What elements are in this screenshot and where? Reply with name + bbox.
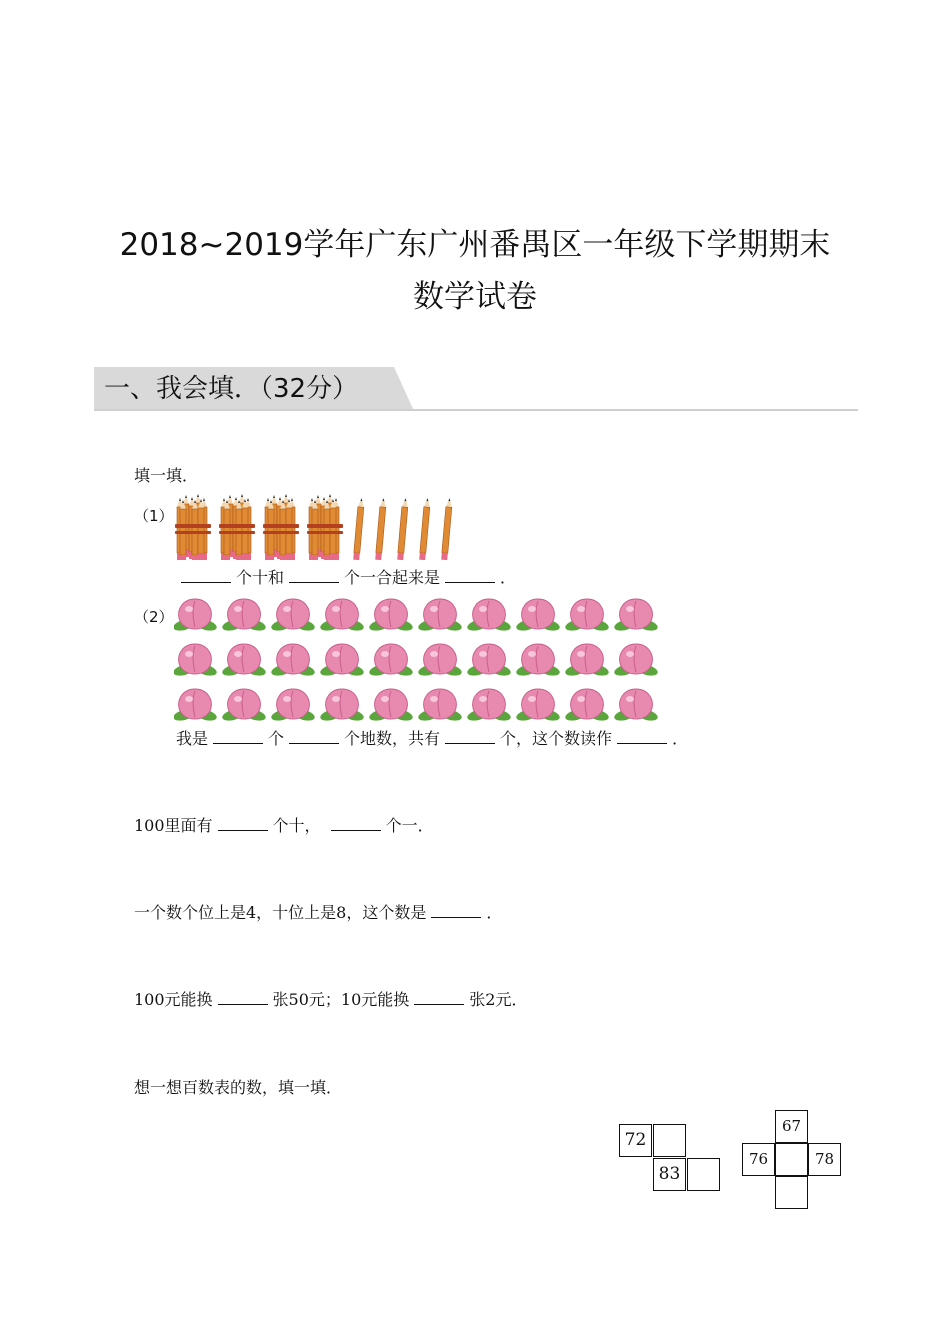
peach (564, 689, 610, 723)
q1-part1-sentence: 个十和 个一合起来是 ． (176, 567, 516, 589)
peach (319, 644, 365, 678)
peach (613, 689, 659, 723)
q1-part2-number: （2） (134, 608, 174, 626)
peach (564, 599, 610, 633)
answer-blank[interactable] (218, 816, 268, 831)
peach (368, 689, 414, 723)
peach (368, 599, 414, 633)
peach (221, 599, 267, 633)
peach (368, 644, 414, 678)
tens-bundle (263, 494, 299, 560)
answer-blank[interactable] (617, 729, 667, 744)
answer-blank[interactable] (445, 568, 495, 583)
peach (319, 599, 365, 633)
grid-cell-blank[interactable] (775, 1176, 808, 1209)
q1-intro: 填一填． (134, 466, 199, 485)
peach (466, 689, 512, 723)
peach (564, 644, 610, 678)
question-3: 一个数个位上是4，十位上是8，这个数是 ． (134, 903, 503, 922)
answer-blank[interactable] (289, 568, 339, 583)
grid-cell-given: 78 (808, 1143, 841, 1176)
peach (417, 644, 463, 678)
q1-part2-sentence: 我是 个 个地数，共有 个，这个数读作 ． (176, 729, 689, 748)
single-pencil (375, 498, 386, 560)
peach (174, 689, 218, 723)
peach (515, 689, 561, 723)
answer-blank[interactable] (218, 990, 268, 1005)
q1-part1-number: （1） (134, 507, 174, 525)
single-pencil (397, 498, 408, 560)
answer-blank[interactable] (445, 729, 495, 744)
answer-blank[interactable] (181, 568, 231, 583)
question-4: 100元能换 张50元；10元能换 张2元． (134, 990, 528, 1009)
peach (515, 599, 561, 633)
section-heading: 一、我会填．（32分） (104, 374, 359, 404)
pencil-bundles-illustration (175, 494, 465, 560)
peach (270, 599, 316, 633)
peach (221, 644, 267, 678)
peach (221, 689, 267, 723)
peach (515, 644, 561, 678)
answer-blank[interactable] (331, 816, 381, 831)
peach (466, 644, 512, 678)
grid-cell-blank[interactable] (775, 1143, 808, 1176)
question-5: 想一想百数表的数，填一填． (134, 1078, 343, 1097)
grid-cell-blank[interactable] (687, 1158, 720, 1191)
hundred-chart-grid-1 (619, 1124, 725, 1194)
grid-cell-given: 67 (775, 1110, 808, 1143)
hundred-chart-grid-2 (742, 1110, 842, 1210)
peach (319, 689, 365, 723)
answer-blank[interactable] (414, 990, 464, 1005)
single-pencil (419, 498, 430, 560)
peach (270, 644, 316, 678)
single-pencil (441, 498, 452, 560)
question-2: 100里面有 个十， 个一． (134, 816, 434, 835)
peaches-illustration (174, 592, 664, 724)
grid-cell-given: 72 (619, 1124, 652, 1157)
single-pencil (353, 498, 364, 560)
paper-title-line2: 数学试卷 (413, 279, 537, 315)
grid-cell-given: 76 (742, 1143, 775, 1176)
peach (417, 599, 463, 633)
tens-bundle (219, 494, 255, 560)
peach (270, 689, 316, 723)
peach (613, 599, 659, 633)
tens-bundle (175, 494, 211, 560)
tens-bundle (307, 494, 343, 560)
peach (174, 599, 218, 633)
paper-title-line1: 2018~2019学年广东广州番禺区一年级下学期期末 (119, 227, 831, 263)
peach (417, 689, 463, 723)
peach (466, 599, 512, 633)
grid-cell-blank[interactable] (653, 1124, 686, 1157)
peach (613, 644, 659, 678)
peach (174, 644, 218, 678)
answer-blank[interactable] (213, 729, 263, 744)
answer-blank[interactable] (289, 729, 339, 744)
grid-cell-given: 83 (653, 1158, 686, 1191)
answer-blank[interactable] (431, 903, 481, 918)
